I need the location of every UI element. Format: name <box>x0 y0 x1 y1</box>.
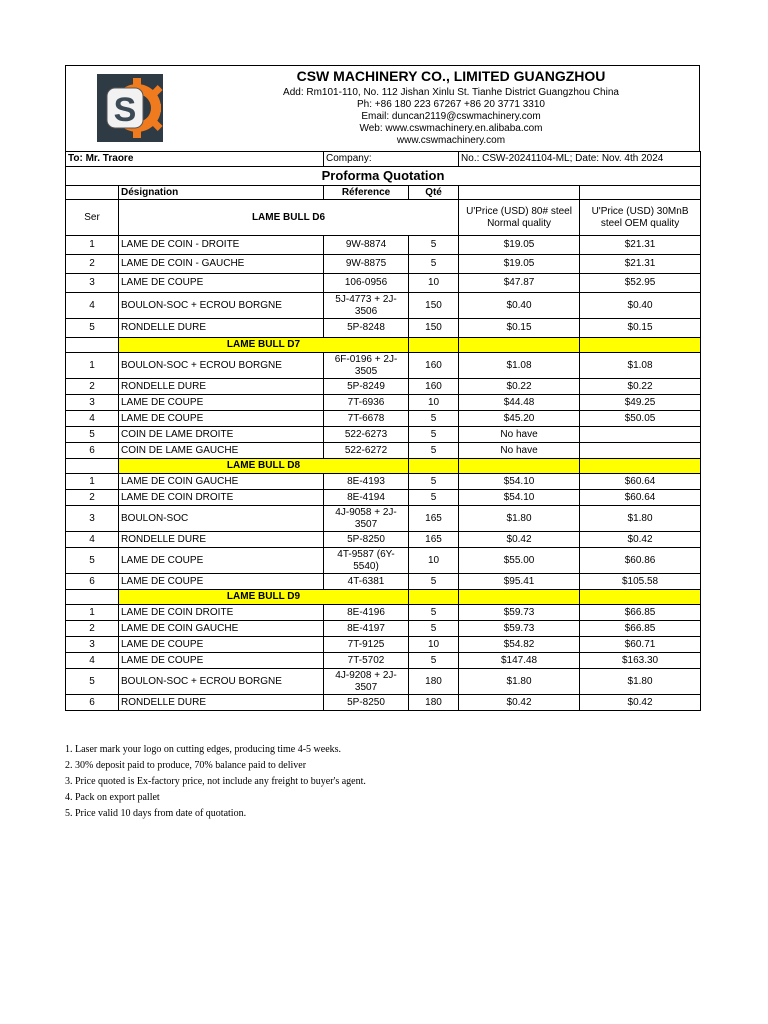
ser-cell: 3 <box>66 637 119 653</box>
price-oem-cell: $21.31 <box>580 255 701 274</box>
reference-cell: 8E-4193 <box>324 474 409 490</box>
reference-cell: 522-6272 <box>324 443 409 459</box>
designation-cell: RONDELLE DURE <box>119 379 324 395</box>
table-row <box>66 695 701 711</box>
price-oem-cell: $163.30 <box>580 653 701 669</box>
designation-cell: BOULON-SOC + ECROU BORGNE <box>119 353 324 379</box>
ser-cell: 6 <box>66 574 119 590</box>
section-header: LAME BULL D9 <box>119 590 409 605</box>
price-oem-cell: $66.85 <box>580 605 701 621</box>
ser-cell: 1 <box>66 605 119 621</box>
note-item: 5. Price valid 10 days from date of quotation. <box>65 808 247 819</box>
reference-cell: 5J-4773 + 2J-3506 <box>324 293 409 319</box>
reference-cell: 8E-4197 <box>324 621 409 637</box>
designation-cell: BOULON-SOC <box>119 506 324 532</box>
note-item: 3. Price quoted is Ex-factory price, not include any freight to buyer's agent. <box>65 776 366 787</box>
price-normal-cell: $45.20 <box>459 411 580 427</box>
ser-cell: 2 <box>66 490 119 506</box>
section-row <box>66 459 701 474</box>
table-row <box>66 255 701 274</box>
table-row <box>66 427 701 443</box>
price-oem-cell: $1.08 <box>580 353 701 379</box>
note-item: 2. 30% deposit paid to produce, 70% balance paid to deliver <box>65 760 307 771</box>
price-normal-cell: $0.42 <box>459 532 580 548</box>
reference-cell: 7T-6936 <box>324 395 409 411</box>
blank-cell <box>580 590 701 605</box>
price-normal-cell: $0.15 <box>459 319 580 338</box>
qty-cell: 5 <box>409 236 459 255</box>
table-row <box>66 548 701 574</box>
ser-cell: 3 <box>66 395 119 411</box>
designation-cell: LAME DE COUPE <box>119 274 324 293</box>
price-oem-cell: $0.42 <box>580 532 701 548</box>
company-field: Company: <box>324 152 459 167</box>
quotation-sheet <box>65 65 700 711</box>
price-oem-cell <box>580 443 701 459</box>
reference-cell: 6F-0196 + 2J-3505 <box>324 353 409 379</box>
designation-cell: LAME DE COUPE <box>119 637 324 653</box>
table-row <box>66 637 701 653</box>
designation-cell: LAME DE COIN GAUCHE <box>119 474 324 490</box>
blank-cell <box>459 338 580 353</box>
price-oem-cell: $60.86 <box>580 548 701 574</box>
qty-cell: 5 <box>409 427 459 443</box>
qty-cell: 5 <box>409 490 459 506</box>
reference-cell: 5P-8249 <box>324 379 409 395</box>
company-phone: Ph: +86 180 223 67267 +86 20 3771 3310 <box>357 99 545 110</box>
ser-cell: 5 <box>66 319 119 338</box>
col-ser: Ser <box>66 200 119 236</box>
price-normal-cell: No have <box>459 427 580 443</box>
designation-cell: BOULON-SOC + ECROU BORGNE <box>119 669 324 695</box>
price-oem-cell: $1.80 <box>580 669 701 695</box>
blank-cell <box>580 459 701 474</box>
reference-cell: 4J-9058 + 2J-3507 <box>324 506 409 532</box>
ser-cell: 4 <box>66 411 119 427</box>
price-normal-cell: $1.80 <box>459 506 580 532</box>
price-normal-cell: $95.41 <box>459 574 580 590</box>
ser-cell: 1 <box>66 474 119 490</box>
table-row <box>66 395 701 411</box>
designation-cell: COIN DE LAME DROITE <box>119 427 324 443</box>
price-oem-cell: $21.31 <box>580 236 701 255</box>
ser-cell: 3 <box>66 274 119 293</box>
table-row <box>66 353 701 379</box>
price-oem-cell <box>580 427 701 443</box>
page-title: Proforma Quotation <box>66 167 701 186</box>
price-normal-cell: $55.00 <box>459 548 580 574</box>
price-normal-cell: $44.48 <box>459 395 580 411</box>
ser-cell: 5 <box>66 548 119 574</box>
qty-cell: 5 <box>409 653 459 669</box>
designation-cell: LAME DE COIN GAUCHE <box>119 621 324 637</box>
reference-cell: 522-6273 <box>324 427 409 443</box>
price-normal-cell: $1.08 <box>459 353 580 379</box>
ser-cell: 6 <box>66 443 119 459</box>
qty-cell: 10 <box>409 395 459 411</box>
table-row <box>66 653 701 669</box>
col-designation: Désignation <box>119 186 324 200</box>
qty-cell: 10 <box>409 637 459 653</box>
table-row <box>66 506 701 532</box>
price-normal-cell: $1.80 <box>459 669 580 695</box>
table-row <box>66 379 701 395</box>
price-oem-cell: $0.15 <box>580 319 701 338</box>
blank-cell <box>409 459 459 474</box>
price-normal-cell: $0.22 <box>459 379 580 395</box>
section-row <box>66 338 701 353</box>
qty-cell: 165 <box>409 532 459 548</box>
reference-cell: 8E-4196 <box>324 605 409 621</box>
designation-cell: BOULON-SOC + ECROU BORGNE <box>119 293 324 319</box>
price-oem-cell: $60.64 <box>580 474 701 490</box>
reference-cell: 5P-8248 <box>324 319 409 338</box>
price-normal-cell: $54.82 <box>459 637 580 653</box>
qty-cell: 150 <box>409 319 459 338</box>
logo-letter: S <box>113 91 137 129</box>
col-qty: Qté <box>409 186 459 200</box>
price-oem-cell: $0.22 <box>580 379 701 395</box>
qty-cell: 5 <box>409 255 459 274</box>
company-site: www.cswmachinery.com <box>396 135 506 146</box>
company-name: CSW MACHINERY CO., LIMITED GUANGZHOU <box>296 68 606 84</box>
company-email: Email: duncan2119@cswmachinery.com <box>361 111 541 122</box>
company-address: Add: Rm101-110, No. 112 Jishan Xinlu St. Tianhe District Guangzhou China <box>283 87 619 98</box>
table-row <box>66 293 701 319</box>
price-oem-cell: $0.42 <box>580 695 701 711</box>
reference-cell: 7T-5702 <box>324 653 409 669</box>
designation-cell: LAME DE COIN - GAUCHE <box>119 255 324 274</box>
table-row <box>66 605 701 621</box>
designation-cell: LAME DE COUPE <box>119 653 324 669</box>
designation-cell: LAME DE COUPE <box>119 548 324 574</box>
blank-cell <box>66 459 119 474</box>
designation-cell: LAME DE COUPE <box>119 411 324 427</box>
qty-cell: 5 <box>409 621 459 637</box>
quotation-table <box>65 151 701 711</box>
qty-cell: 165 <box>409 506 459 532</box>
blank-cell <box>66 590 119 605</box>
qty-cell: 180 <box>409 669 459 695</box>
price-oem-cell: $49.25 <box>580 395 701 411</box>
price-normal-cell: $19.05 <box>459 255 580 274</box>
ser-cell: 2 <box>66 621 119 637</box>
price-normal-cell: $59.73 <box>459 621 580 637</box>
price-normal-cell: $147.48 <box>459 653 580 669</box>
table-row <box>66 319 701 338</box>
reference-cell: 7T-9125 <box>324 637 409 653</box>
col-price-oem: U'Price (USD) 30MnB steel OEM quality <box>580 200 701 236</box>
section-header: LAME BULL D6 <box>119 200 459 236</box>
blank-cell <box>459 459 580 474</box>
reference-cell: 4J-9208 + 2J-3507 <box>324 669 409 695</box>
designation-cell: COIN DE LAME GAUCHE <box>119 443 324 459</box>
note-item: 4. Pack on export pallet <box>65 792 160 803</box>
company-web: Web: www.cswmachinery.en.alibaba.com <box>359 123 543 134</box>
blank-cell <box>66 338 119 353</box>
quote-number: No.: CSW-20241104-ML; Date: Nov. 4th 2024 <box>459 152 701 167</box>
price-oem-cell: $0.40 <box>580 293 701 319</box>
price-normal-cell: $0.42 <box>459 695 580 711</box>
designation-cell: LAME DE COUPE <box>119 574 324 590</box>
price-normal-cell: $59.73 <box>459 605 580 621</box>
blank-cell <box>409 590 459 605</box>
qty-cell: 5 <box>409 574 459 590</box>
qty-cell: 10 <box>409 548 459 574</box>
price-normal-cell: $54.10 <box>459 474 580 490</box>
section-row <box>66 590 701 605</box>
designation-cell: LAME DE COIN DROITE <box>119 490 324 506</box>
section-header: LAME BULL D7 <box>119 338 409 353</box>
blank-cell <box>409 338 459 353</box>
ser-cell: 4 <box>66 293 119 319</box>
notes-list <box>65 744 366 824</box>
blank-cell <box>459 590 580 605</box>
reference-cell: 9W-8875 <box>324 255 409 274</box>
qty-cell: 160 <box>409 379 459 395</box>
reference-cell: 5P-8250 <box>324 532 409 548</box>
table-row <box>66 532 701 548</box>
ser-cell: 4 <box>66 532 119 548</box>
ser-cell: 6 <box>66 695 119 711</box>
qty-cell: 5 <box>409 474 459 490</box>
col-price-normal: U'Price (USD) 80# steel Normal quality <box>459 200 580 236</box>
designation-cell: LAME DE COIN - DROITE <box>119 236 324 255</box>
table-row <box>66 574 701 590</box>
ser-cell: 5 <box>66 669 119 695</box>
table-row <box>66 236 701 255</box>
price-normal-cell: $19.05 <box>459 236 580 255</box>
reference-cell: 106-0956 <box>324 274 409 293</box>
qty-cell: 180 <box>409 695 459 711</box>
ser-cell: 2 <box>66 379 119 395</box>
price-oem-cell: $66.85 <box>580 621 701 637</box>
designation-cell: RONDELLE DURE <box>119 695 324 711</box>
qty-cell: 5 <box>409 411 459 427</box>
price-oem-cell: $1.80 <box>580 506 701 532</box>
reference-cell: 8E-4194 <box>324 490 409 506</box>
reference-cell: 4T-9587 (6Y-5540) <box>324 548 409 574</box>
designation-cell: LAME DE COUPE <box>119 395 324 411</box>
reference-cell: 4T-6381 <box>324 574 409 590</box>
qty-cell: 10 <box>409 274 459 293</box>
reference-cell: 5P-8250 <box>324 695 409 711</box>
designation-cell: LAME DE COIN DROITE <box>119 605 324 621</box>
blank-cell <box>580 338 701 353</box>
ser-cell: 3 <box>66 506 119 532</box>
table-row <box>66 490 701 506</box>
ser-cell: 4 <box>66 653 119 669</box>
price-oem-cell: $60.71 <box>580 637 701 653</box>
ser-cell: 1 <box>66 236 119 255</box>
section-header: LAME BULL D8 <box>119 459 409 474</box>
price-oem-cell: $60.64 <box>580 490 701 506</box>
qty-cell: 160 <box>409 353 459 379</box>
company-header <box>65 65 700 151</box>
company-logo-icon <box>97 74 163 142</box>
table-row <box>66 669 701 695</box>
reference-cell: 9W-8874 <box>324 236 409 255</box>
price-normal-cell: $54.10 <box>459 490 580 506</box>
qty-cell: 5 <box>409 443 459 459</box>
ser-cell: 5 <box>66 427 119 443</box>
to-field: To: Mr. Traore <box>66 152 324 167</box>
table-row <box>66 474 701 490</box>
col-reference: Réference <box>324 186 409 200</box>
ser-cell: 2 <box>66 255 119 274</box>
note-item: 1. Laser mark your logo on cutting edges, producing time 4-5 weeks. <box>65 744 342 755</box>
designation-cell: RONDELLE DURE <box>119 319 324 338</box>
reference-cell: 7T-6678 <box>324 411 409 427</box>
price-oem-cell: $52.95 <box>580 274 701 293</box>
designation-cell: RONDELLE DURE <box>119 532 324 548</box>
qty-cell: 5 <box>409 605 459 621</box>
table-row <box>66 443 701 459</box>
ser-cell: 1 <box>66 353 119 379</box>
price-normal-cell: No have <box>459 443 580 459</box>
qty-cell: 150 <box>409 293 459 319</box>
table-row <box>66 411 701 427</box>
table-row <box>66 274 701 293</box>
price-oem-cell: $105.58 <box>580 574 701 590</box>
price-oem-cell: $50.05 <box>580 411 701 427</box>
price-normal-cell: $0.40 <box>459 293 580 319</box>
table-row <box>66 621 701 637</box>
price-normal-cell: $47.87 <box>459 274 580 293</box>
